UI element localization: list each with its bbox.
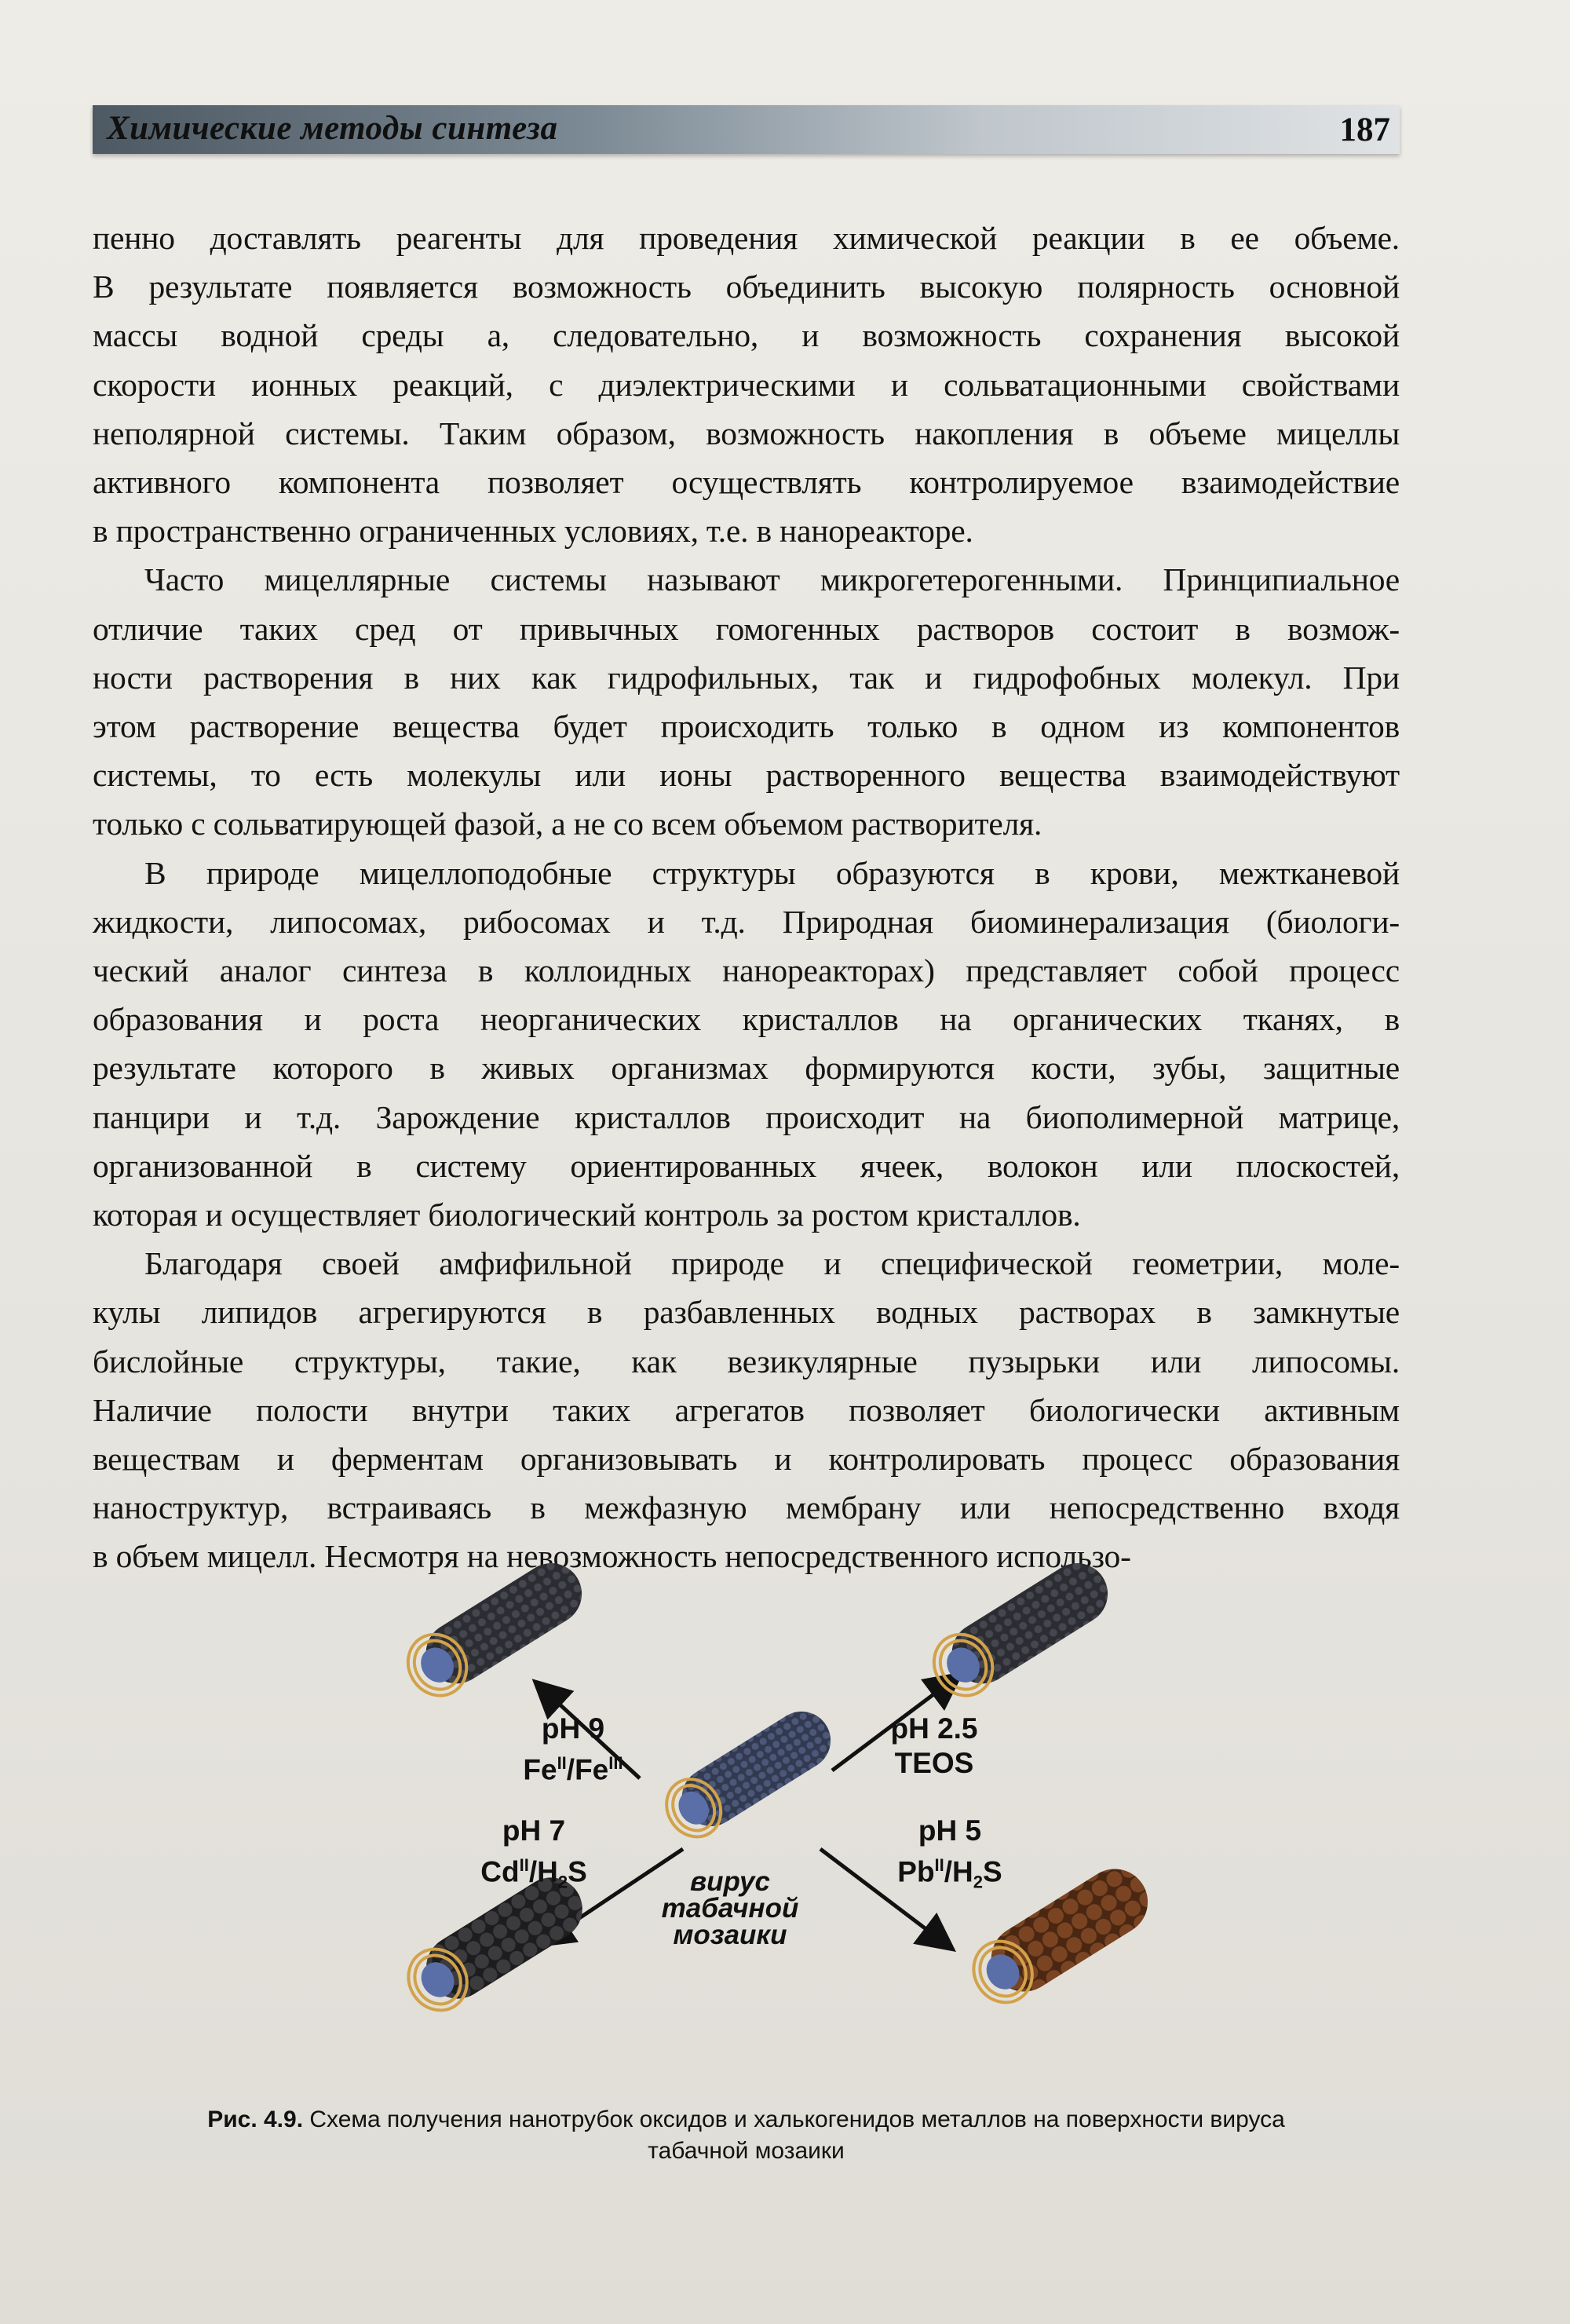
text-line: образования и роста неорганических кристаллов на органических тканях, в (93, 1001, 1400, 1038)
virus-label-line1: вирус (690, 1866, 770, 1897)
body-text (93, 214, 1400, 1581)
silica-nanotube (922, 1558, 1119, 1707)
caption-text: Схема получения нанотрубок оксидов и халькогенидов металлов на поверхности вируса (309, 2107, 1285, 2132)
fe-oxide-nanotube (396, 1558, 593, 1707)
label-ph25-teos (864, 1712, 1005, 1781)
text-line: результате которого в живых организмах формируются кости, зубы, защитные (93, 1050, 1400, 1087)
text-line: которая и осуществляет биологический контроль за ростом кристаллов. (93, 1197, 1081, 1233)
figure-caption (93, 2104, 1400, 2167)
text-line: панцири и т.д. Зарождение кристаллов происходит на биополимерной матрице, (93, 1098, 1400, 1135)
paragraph (93, 555, 1400, 848)
text-line: в объем мицелл. Несмотря на невозможность непосредственного использо- (93, 1538, 1131, 1575)
running-header (93, 105, 1400, 154)
text-line: В результате появляется возможность объединить высокую полярность основной (93, 269, 1400, 305)
header-title: Химические методы синтеза (107, 110, 558, 147)
figure-diagram (330, 1558, 1162, 2077)
text-line: бислойные структуры, такие, как везикулярные пузырьки или липосомы. (93, 1343, 1400, 1379)
text-line: кулы липидов агрегируются в разбавленных водных растворах в замкнутые (93, 1294, 1400, 1331)
label-ph9: pH 9 (541, 1712, 605, 1745)
paragraph (93, 1239, 1400, 1580)
figure-4-9 (330, 1558, 1162, 2077)
tobacco-mosaic-virus (656, 1700, 842, 1847)
page-number: 187 (1339, 111, 1390, 148)
label-fe-reagent: $Fe^{II}/Fe^{III}$ (523, 1753, 623, 1786)
text-line: только с сольватирующей фазой, а не со всем объемом растворителя. (93, 806, 1042, 842)
text-line: Наличие полости внутри таких агрегатов позволяет биологически активным (93, 1391, 1400, 1428)
text-line: веществам и ферментам организовывать и контролировать процесс образования (93, 1441, 1400, 1478)
text-line: скорости ионных реакций, с диэлектрическими и сольватационными свойствами (93, 366, 1400, 403)
caption-line2: табачной мозаики (648, 2138, 845, 2164)
label-ph25: pH 2.5 (890, 1712, 978, 1745)
text-line: отличие таких сред от привычных гомогенных растворов состоит в возмож- (93, 610, 1400, 647)
text-line: массы водной среды а, следовательно, и возможность сохранения высокой (93, 317, 1400, 354)
text-line: жидкости, липосомах, рибосомах и т.д. Природная биоминерализация (биологи- (93, 903, 1400, 940)
text-line: Часто мицеллярные системы называют микрогетерогенными. Принципиальное (144, 561, 1400, 598)
label-cds-reagent: $Cd^{II}/H_2S$ (480, 1855, 587, 1892)
caption-line1 (93, 2104, 1400, 2136)
text-line: системы, то есть молекулы или ионы растворенного вещества взаимодействуют (93, 757, 1400, 794)
label-ph5: pH 5 (918, 1814, 982, 1847)
text-line: В природе мицеллоподобные структуры образуются в крови, межтканевой (144, 854, 1400, 891)
label-ph9-fe (502, 1712, 644, 1787)
text-line: ческий аналог синтеза в коллоидных нанореакторах) представляет собой процесс (93, 952, 1400, 989)
virus-label (652, 1866, 809, 1950)
text-line: наноструктур, встраиваясь в межфазную мембрану или непосредственно входя (93, 1489, 1400, 1526)
label-pbs-reagent: $Pb^{II}/H_2S$ (897, 1855, 1002, 1892)
caption-label: Рис. 4.9. (207, 2107, 304, 2132)
label-ph5-pbs (871, 1814, 1028, 1900)
paragraph (93, 849, 1400, 1240)
label-ph7: pH 7 (502, 1814, 566, 1847)
text-line: в пространственно ограниченных условиях, т.е. в нанореакторе. (93, 513, 973, 550)
virus-label-line3: мозаики (673, 1920, 787, 1950)
text-line: Благодаря своей амфифильной природе и специфической геометрии, моле- (144, 1245, 1400, 1282)
text-line: неполярной системы. Таким образом, возможность накопления в объеме мицеллы (93, 415, 1400, 451)
text-line: этом растворение вещества будет происходить только в одном из компонентов (93, 708, 1400, 745)
label-teos: TEOS (894, 1747, 974, 1779)
virus-label-line2: табачной (661, 1893, 799, 1924)
text-line: активного компонента позволяет осуществлять контролируемое взаимодействие (93, 464, 1400, 501)
text-line: пенно доставлять реагенты для проведения химической реакции в ее объеме. (93, 220, 1400, 256)
text-line: ности растворения в них как гидрофильных, так и гидрофобных молекул. При (93, 659, 1400, 696)
paragraph (93, 214, 1400, 555)
text-line: организованной в систему ориентированных ячеек, волокон или плоскостей, (93, 1147, 1400, 1184)
label-ph7-cds (455, 1814, 612, 1900)
